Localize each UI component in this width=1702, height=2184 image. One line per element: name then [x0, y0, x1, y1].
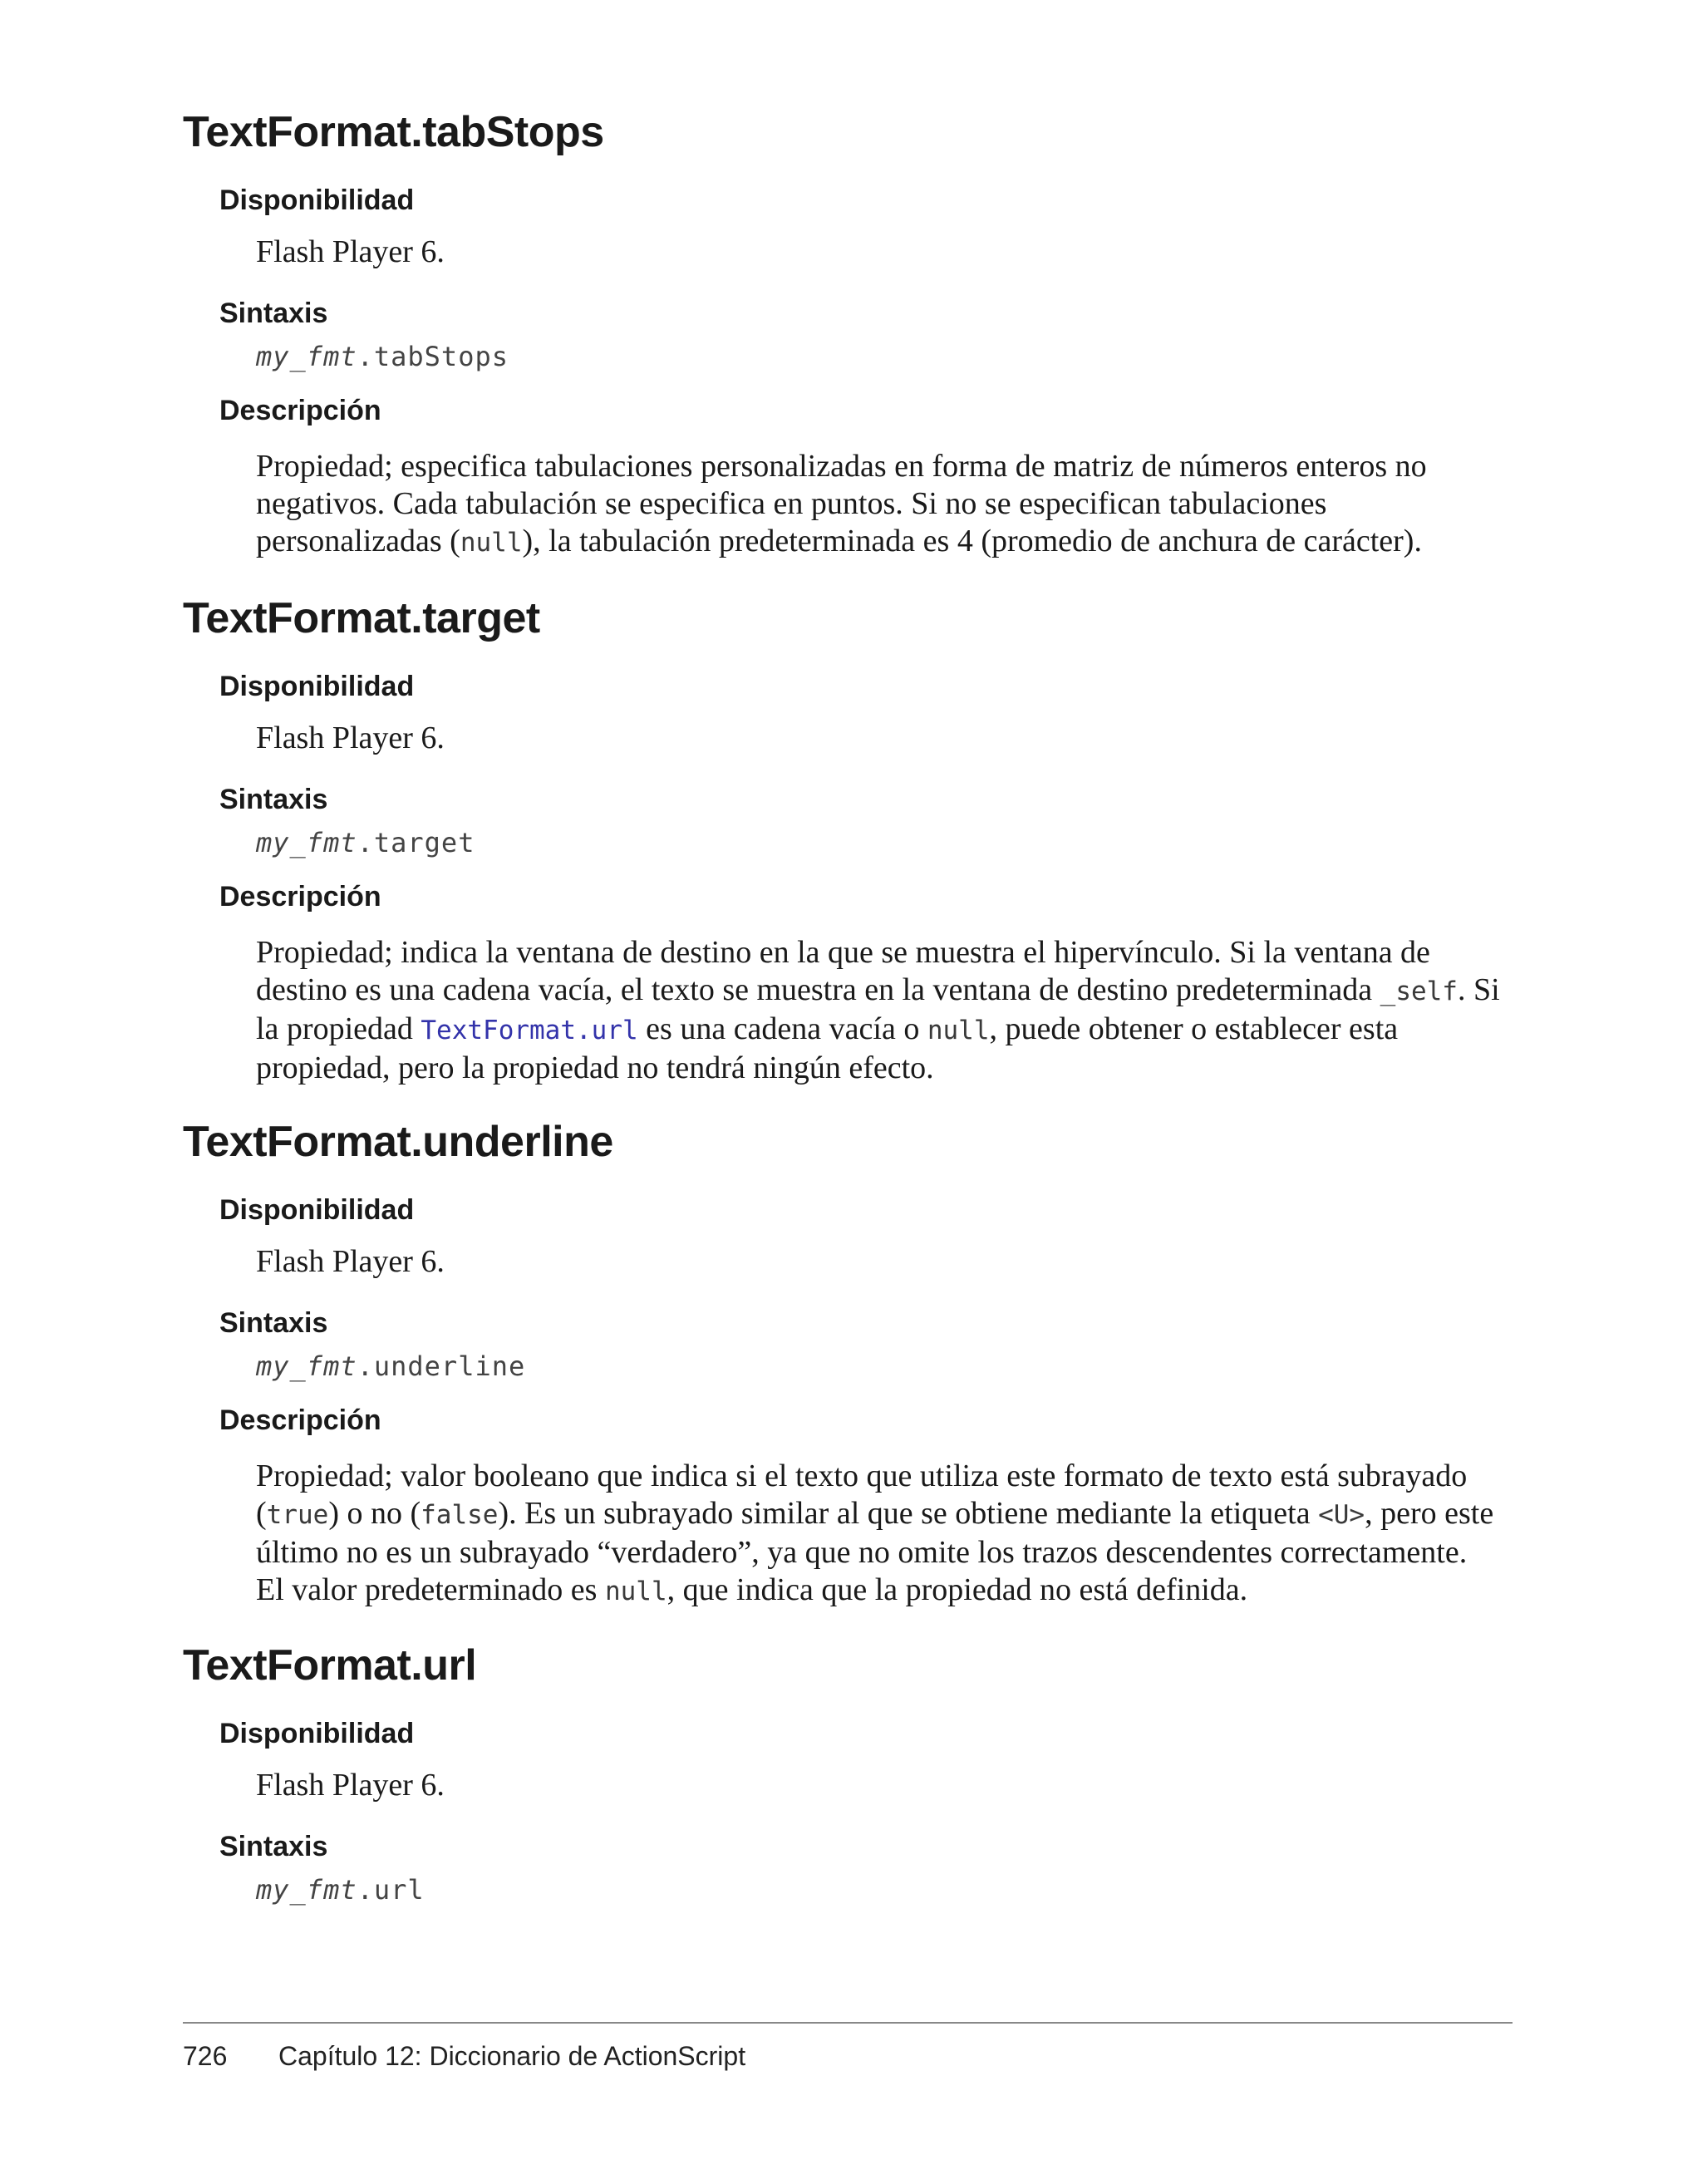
code-u-tag: <U> — [1318, 1500, 1365, 1530]
footer-divider — [183, 2022, 1513, 2024]
syntax-property: .url — [357, 1874, 425, 1906]
description-run: es una cadena vacía o — [637, 1011, 927, 1046]
section-underline — [183, 1116, 1513, 1607]
section-target — [183, 593, 1513, 1085]
syntax-property: .underline — [357, 1350, 526, 1382]
syntax-object: my_fmt — [256, 341, 357, 372]
section-url — [183, 1640, 1513, 1906]
code-true: true — [266, 1500, 329, 1530]
section-title: TextFormat.tabStops — [183, 108, 604, 156]
code-null: null — [927, 1016, 990, 1045]
syntax-code — [256, 341, 509, 372]
description-run: ) o no ( — [328, 1496, 421, 1531]
description-text — [256, 448, 1503, 562]
availability-text: Flash Player 6. — [256, 234, 445, 269]
page-number: 726 — [183, 2041, 228, 2071]
description-text — [256, 934, 1503, 1087]
description-run: ), la tabulación predeterminada es 4 (promedio de anchura de carácter). — [522, 524, 1422, 558]
link-textformat-url[interactable]: TextFormat.url — [421, 1016, 638, 1045]
description-run: , puede obtener o establecer esta propiedad, pero la propiedad no tendrá ningún efecto. — [256, 1011, 1399, 1085]
chapter-title: Capítulo 12: Diccionario de ActionScript — [278, 2041, 746, 2071]
syntax-code — [256, 827, 475, 858]
description-run: Propiedad; valor booleano que indica si el texto que utiliza este formato de texto está subrayado ( — [256, 1458, 1468, 1531]
code-null: null — [460, 528, 523, 558]
availability-heading: Disponibilidad — [219, 1718, 415, 1749]
code-null: null — [604, 1577, 667, 1606]
syntax-code — [256, 1350, 525, 1382]
syntax-heading: Sintaxis — [219, 1307, 328, 1339]
syntax-heading: Sintaxis — [219, 298, 328, 329]
description-run: , pero este último no es un subrayado “verdadero”, ya que no omite los trazos descendentes correctamente. El valor predeterminado es — [256, 1496, 1494, 1607]
syntax-property: .tabStops — [357, 341, 509, 372]
availability-text: Flash Player 6. — [256, 1768, 445, 1803]
description-run: , que indica que la propiedad no está definida. — [667, 1572, 1248, 1607]
availability-heading: Disponibilidad — [219, 1194, 415, 1226]
syntax-heading: Sintaxis — [219, 1831, 328, 1862]
description-run: Propiedad; indica la ventana de destino en la que se muestra el hipervínculo. Si la ventana de destino es una cadena vacía, el texto se muestra en la ventana de destino predeterminada — [256, 935, 1430, 1007]
description-heading: Descripción — [219, 881, 381, 912]
section-tabstops — [183, 106, 1513, 558]
syntax-property: .target — [357, 827, 475, 858]
availability-heading: Disponibilidad — [219, 671, 415, 702]
description-run: ). Es un subrayado similar al que se obtiene mediante la etiqueta — [498, 1496, 1319, 1531]
syntax-heading: Sintaxis — [219, 784, 328, 815]
code-self: _self — [1380, 976, 1458, 1006]
description-text — [256, 1458, 1503, 1611]
section-title: TextFormat.underline — [183, 1118, 613, 1166]
section-title: TextFormat.url — [183, 1641, 477, 1690]
description-run: . Si la propiedad — [256, 972, 1500, 1046]
page-footer — [183, 2041, 745, 2072]
availability-text: Flash Player 6. — [256, 1244, 445, 1279]
description-heading: Descripción — [219, 1404, 381, 1436]
syntax-code — [256, 1874, 425, 1906]
code-false: false — [421, 1500, 499, 1530]
syntax-object: my_fmt — [256, 827, 357, 858]
syntax-object: my_fmt — [256, 1874, 357, 1906]
availability-heading: Disponibilidad — [219, 184, 415, 216]
description-run: Propiedad; especifica tabulaciones personalizadas en forma de matriz de números enteros no negativos. Cada tabulación se especifica en puntos. Si no se especifican tabulaciones personalizadas ( — [256, 449, 1427, 558]
description-heading: Descripción — [219, 395, 381, 426]
syntax-object: my_fmt — [256, 1350, 357, 1382]
availability-text: Flash Player 6. — [256, 721, 445, 755]
section-title: TextFormat.target — [183, 594, 540, 642]
